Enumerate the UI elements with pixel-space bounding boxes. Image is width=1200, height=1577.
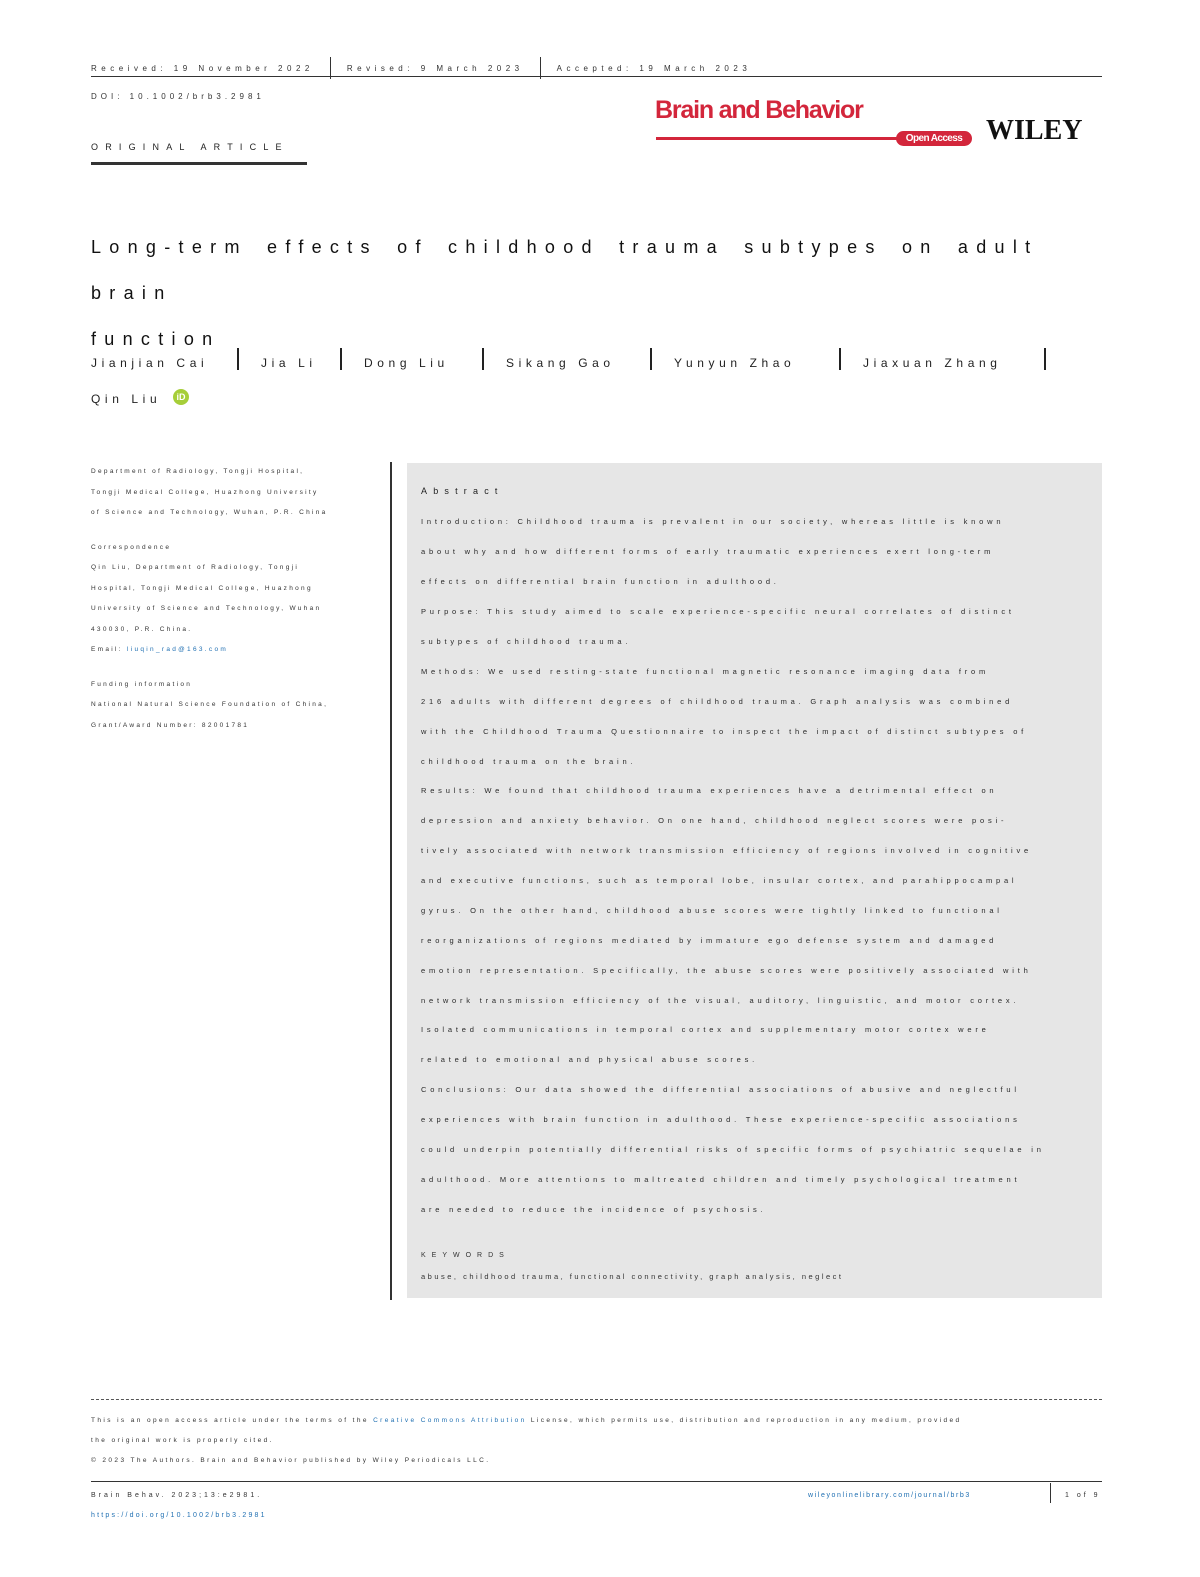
journal-logo-rule (656, 137, 899, 140)
correspondence-line: Qin Liu, Department of Radiology, Tongji (91, 564, 300, 571)
keywords-heading: KEYWORDS (421, 1252, 510, 1259)
abstract-line: could underpin potentially differential risks of specific forms of psychiatric sequelae in (421, 1145, 1045, 1154)
license-text: This is an open access article under the terms of the (91, 1417, 374, 1424)
abstract-line: Results: We found that childhood trauma experiences have a detrimental effect on (421, 786, 998, 795)
affiliation (91, 462, 381, 524)
abstract-line: Purpose: This study aimed to scale experience-specific neural correlates of distinct (421, 607, 1015, 616)
abstract-line: are needed to reduce the incidence of psychosis. (421, 1205, 767, 1214)
article-doi: DOI: 10.1002/brb3.2981 (91, 92, 265, 101)
abstract-line: Methods: We used resting-state functional magnetic resonance imaging data from (421, 667, 990, 676)
author-divider (650, 348, 652, 370)
abstract-heading: Abstract (421, 486, 504, 496)
abstract-line: adulthood. More attentions to maltreated children and timely psychological treatment (421, 1175, 1021, 1184)
doi-link[interactable]: https://doi.org/10.1002/brb3.2981 (91, 1512, 267, 1519)
publisher-logo: WILEY (986, 115, 1083, 146)
email-label: Email: (91, 646, 127, 653)
author-name[interactable]: Jianjian Cai (91, 356, 209, 370)
keywords-list: abuse, childhood trauma, functional connectivity, graph analysis, neglect (421, 1272, 844, 1281)
abstract-line: effects on differential brain function in adulthood. (421, 577, 780, 586)
affiliation-line: Department of Radiology, Tongji Hospital, (91, 468, 305, 475)
abstract-line: about why and how different forms of early traumatic experiences exert long-term (421, 547, 995, 556)
author-name[interactable]: Yunyun Zhao (674, 356, 796, 370)
journal-logo-name: Brain and Behavior (655, 96, 863, 124)
abstract-line: emotion representation. Specifically, the abuse scores were positively associated with (421, 966, 1032, 975)
revised-date: Revised: 9 March 2023 (346, 63, 524, 73)
author-list (91, 348, 1102, 418)
abstract-line: reorganizations of regions mediated by immature ego defense system and damaged (421, 936, 998, 945)
header-rule (91, 76, 1102, 77)
received-date: Received: 19 November 2022 (91, 63, 314, 73)
affiliation-line: of Science and Technology, Wuhan, P.R. China (91, 509, 328, 516)
license-text: License, which permits use, distribution and reproduction in any medium, provided (526, 1417, 962, 1424)
creative-commons-link[interactable]: Creative Commons Attribution (373, 1417, 527, 1424)
funding-heading: Funding information (91, 680, 193, 688)
abstract-line: childhood trauma on the brain. (421, 757, 637, 766)
copyright-line: © 2023 The Authors. Brain and Behavior published by Wiley Periodicals LLC. (91, 1457, 491, 1464)
author-name[interactable]: Jiaxuan Zhang (863, 356, 1002, 370)
abstract-line: gyrus. On the other hand, childhood abuse scores were tightly linked to functional (421, 906, 1003, 915)
article-type-underline (91, 162, 307, 165)
correspondence-line: Hospital, Tongji Medical College, Huazhong (91, 584, 313, 592)
author-divider (482, 348, 484, 370)
author-divider (340, 348, 342, 370)
open-access-badge: Open Access (896, 131, 972, 146)
correspondence (91, 538, 381, 661)
license-line: the original work is properly cited. (91, 1437, 274, 1444)
correspondence-heading: Correspondence (91, 543, 172, 551)
abstract-line: tively associated with network transmission efficiency of regions involved in cognitive (421, 846, 1033, 855)
funding-line: Grant/Award Number: 82001781 (91, 721, 250, 729)
abstract-line: related to emotional and physical abuse scores. (421, 1055, 759, 1064)
abstract-line: subtypes of childhood trauma. (421, 637, 632, 646)
footer-rule (91, 1481, 1102, 1482)
abstract-line: 216 adults with different degrees of childhood trauma. Graph analysis was combined (421, 697, 1014, 706)
author-name[interactable]: Jia Li (261, 356, 317, 370)
footer-divider (1050, 1483, 1051, 1503)
abstract-line: with the Childhood Trauma Questionnaire to inspect the impact of distinct subtypes of (421, 727, 1028, 736)
email-link[interactable]: liuqin_rad@163.com (126, 646, 229, 653)
affiliation-line: Tongji Medical College, Huazhong University (91, 488, 319, 496)
title-line: function (91, 329, 221, 349)
funding-information (91, 675, 381, 737)
author-name[interactable]: Dong Liu (364, 356, 449, 370)
column-divider (390, 462, 392, 1300)
author-divider (237, 348, 239, 370)
article-type-label: ORIGINAL ARTICLE (91, 142, 289, 152)
abstract-line: and executive functions, such as temporal lobe, insular cortex, and parahippocampal (421, 876, 1018, 885)
author-name[interactable]: Sikang Gao (506, 356, 615, 370)
journal-url-link[interactable]: wileyonlinelibrary.com/journal/brb3 (808, 1492, 971, 1499)
accepted-date: Accepted: 19 March 2023 (556, 63, 752, 73)
author-name[interactable]: Qin Liu (91, 392, 162, 406)
abstract-line: experiences with brain function in adulthood. These experience-specific associations (421, 1115, 1021, 1124)
title-line: Long-term effects of childhood trauma subtypes on adult brain (91, 237, 1039, 303)
funding-line: National Natural Science Foundation of China, (91, 701, 329, 708)
orcid-icon[interactable]: iD (173, 389, 189, 405)
journal-citation: Brain Behav. 2023;13:e2981. (91, 1492, 263, 1499)
abstract-line: Isolated communications in temporal cortex and supplementary motor cortex were (421, 1025, 990, 1034)
abstract-line: Introduction: Childhood trauma is prevalent in our society, whereas little is known (421, 517, 1005, 526)
abstract-line: Conclusions: Our data showed the differential associations of abusive and neglectful (421, 1085, 1020, 1094)
article-title (91, 224, 1106, 362)
author-divider (839, 348, 841, 370)
abstract-line: depression and anxiety behavior. On one hand, childhood neglect scores were posi- (421, 816, 1008, 825)
license-line (91, 1411, 1106, 1431)
footnote-rule (91, 1399, 1102, 1400)
license-notice (91, 1411, 1106, 1471)
abstract-line: network transmission efficiency of the visual, auditory, linguistic, and motor cortex. (421, 996, 1020, 1005)
author-divider (1044, 348, 1046, 370)
publication-dates (91, 58, 1102, 78)
page-number: 1 of 9 (1065, 1492, 1101, 1499)
correspondence-line: 430030, P.R. China. (91, 625, 193, 633)
correspondence-line: University of Science and Technology, Wuhan (91, 605, 322, 612)
correspondence-email-line (91, 640, 381, 661)
affiliation-column (91, 462, 381, 750)
